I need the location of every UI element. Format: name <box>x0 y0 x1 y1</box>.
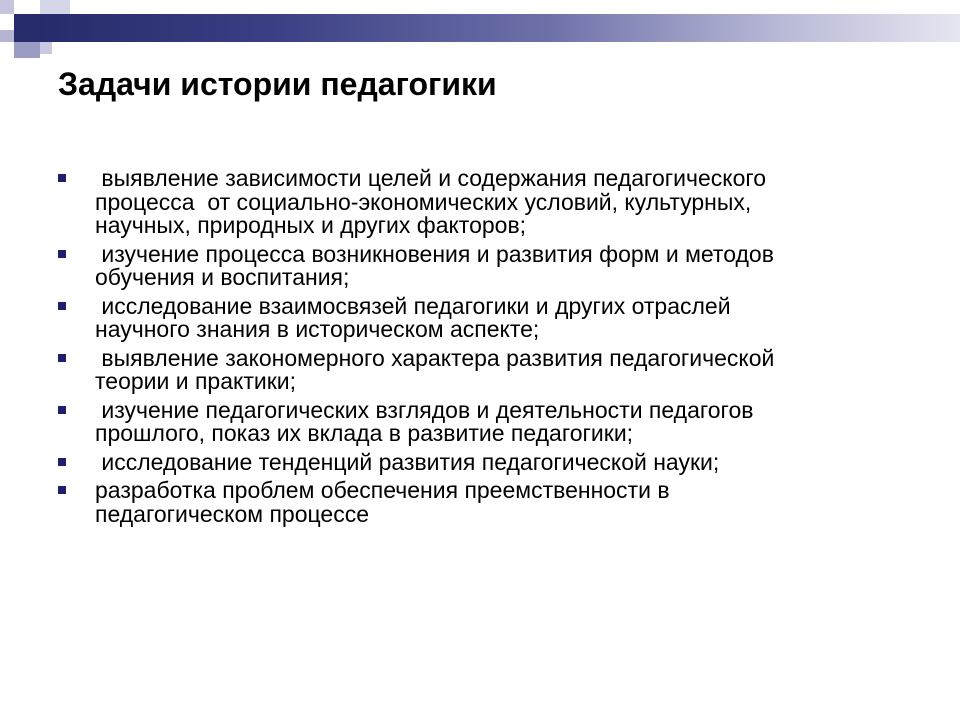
list-item-text: выявление зависимости целей и содержания педагогического процесса от социально-экономических условий, культурных, научных, природных и других факторов; <box>95 165 767 238</box>
square-bullet-icon <box>58 458 66 466</box>
list-item-text: исследование взаимосвязей педагогики и других отраслей научного знания в историческом аспекте; <box>95 292 731 342</box>
square-bullet-icon <box>58 406 66 414</box>
decor-square <box>40 0 70 14</box>
header-gradient-band <box>40 14 960 42</box>
decor-square <box>14 14 40 42</box>
slide-title: Задачи истории педагогики <box>58 66 497 102</box>
list-item <box>54 167 914 238</box>
square-bullet-icon <box>58 250 66 258</box>
list-item <box>54 448 914 475</box>
list-item-text: изучение процесса возникновения и развития форм и методов обучения и воспитания; <box>95 240 774 290</box>
decor-square <box>14 42 40 58</box>
square-bullet-icon <box>58 174 66 182</box>
square-bullet-icon <box>58 486 66 494</box>
list-item <box>54 396 914 446</box>
task-list <box>54 167 914 531</box>
square-bullet-icon <box>58 302 66 310</box>
list-item-text: изучение педагогических взглядов и деятельности педагогов прошлого, показ их вклада в развитие педагогики; <box>95 396 754 446</box>
list-item <box>54 292 914 342</box>
decor-square <box>0 30 14 42</box>
list-item <box>54 479 914 526</box>
square-bullet-icon <box>58 354 66 362</box>
decor-square <box>0 0 14 14</box>
list-item-text: выявление закономерного характера развития педагогической теории и практики; <box>95 344 775 394</box>
list-item-text: исследование тенденций развития педагогической науки; <box>95 448 720 475</box>
decor-square <box>40 42 52 54</box>
list-item-text: разработка проблем обеспечения преемственности в педагогическом процессе <box>95 477 670 527</box>
list-item <box>54 344 914 394</box>
list-item <box>54 240 914 290</box>
